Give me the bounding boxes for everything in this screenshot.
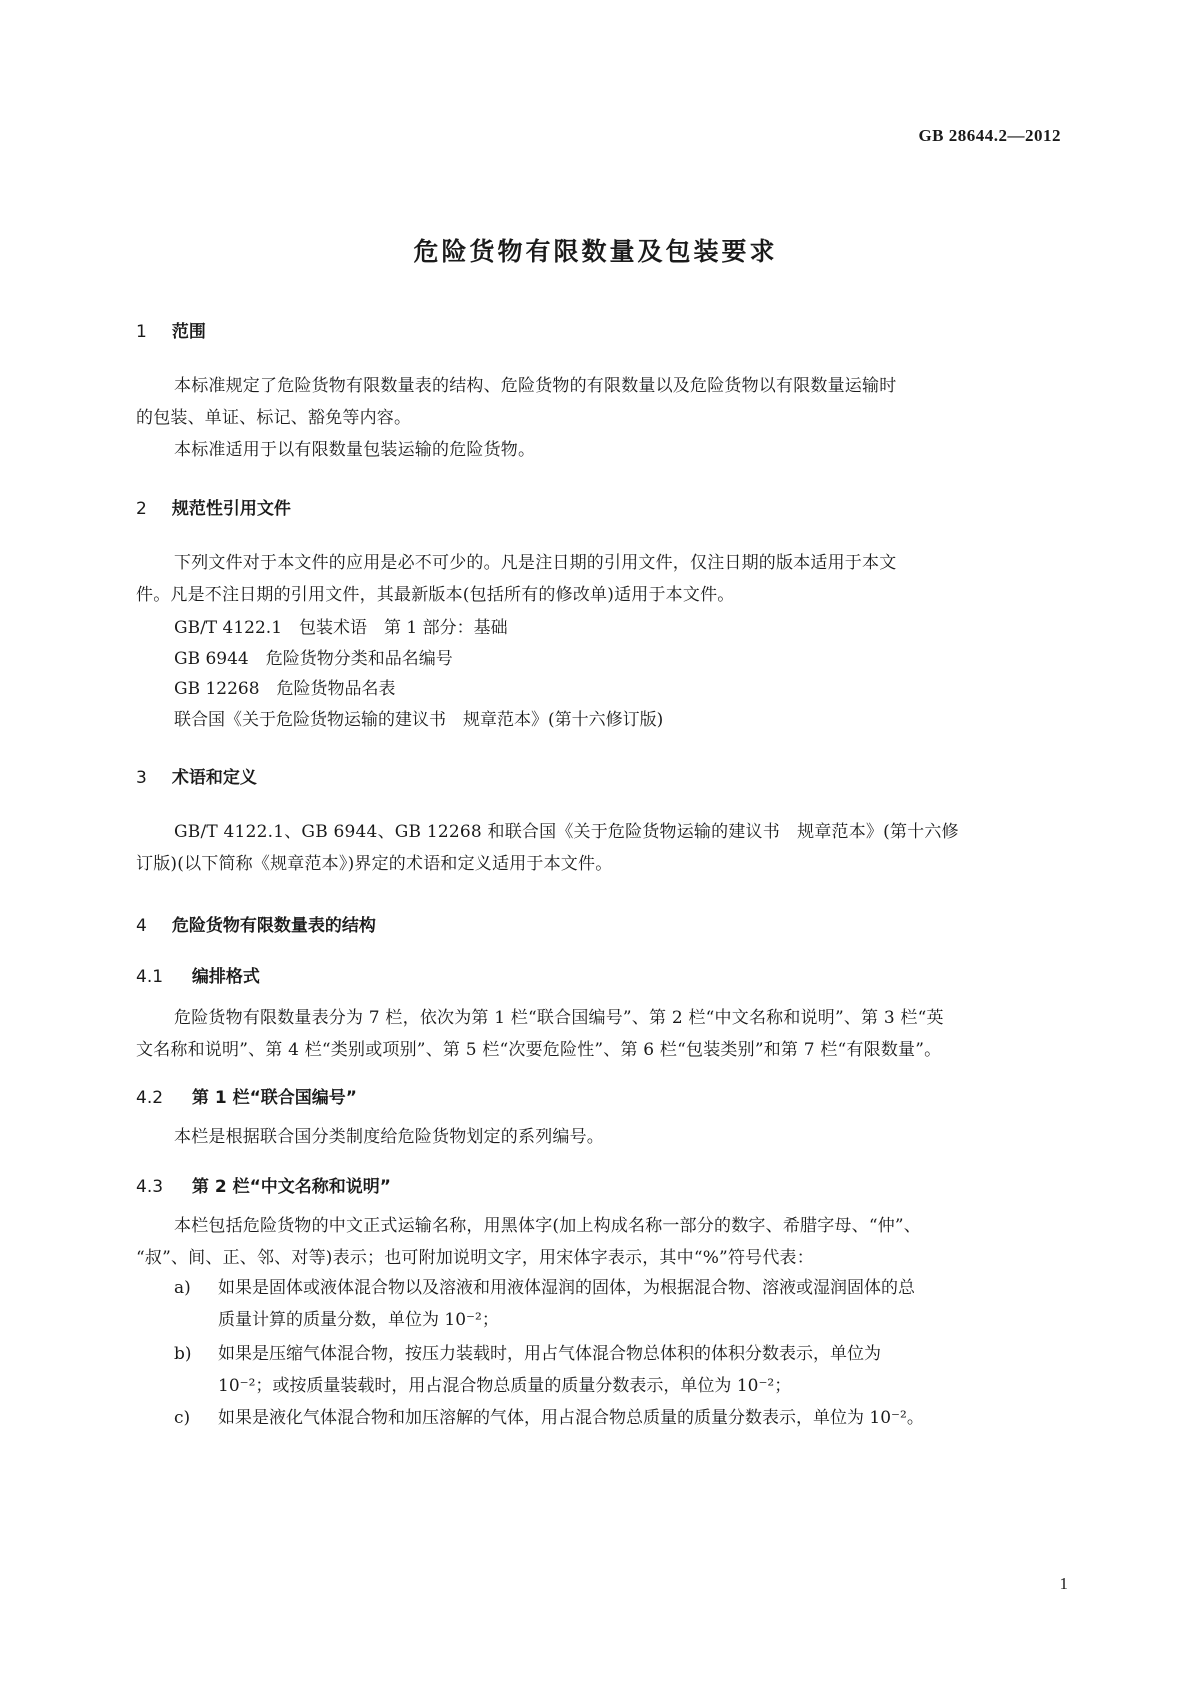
normative-reference: 联合国《关于危险货物运输的建议书 规章范本》(第十六修订版) bbox=[174, 710, 664, 730]
section-1-paragraph bbox=[136, 370, 1056, 466]
list-item-line: 10⁻²；或按质量装载时，用占混合物总质量的质量分数表示，单位为 10⁻²； bbox=[218, 1376, 792, 1396]
section-2-paragraph bbox=[136, 547, 1056, 611]
list-item-a bbox=[174, 1272, 915, 1336]
list-item-line: 质量计算的质量分数，单位为 10⁻²； bbox=[218, 1310, 499, 1330]
list-marker: b) bbox=[174, 1344, 192, 1364]
subsection-4-3-paragraph bbox=[136, 1210, 1056, 1274]
paragraph-line: 订版)(以下简称《规章范本》)界定的术语和定义适用于本文件。 bbox=[136, 854, 613, 874]
list-item-b bbox=[174, 1338, 881, 1402]
section-title: 范围 bbox=[171, 322, 206, 342]
section-1-heading bbox=[136, 317, 206, 342]
list-item-line: 如果是压缩气体混合物，按压力装载时，用占气体混合物总体积的体积分数表示，单位为 bbox=[218, 1344, 881, 1364]
section-3-heading bbox=[136, 763, 257, 788]
subsection-number: 4.3 bbox=[136, 1177, 164, 1197]
section-2-heading bbox=[136, 494, 291, 519]
paragraph-line: “叔”、间、正、邻、对等)表示；也可附加说明文字，用宋体字表示，其中“%”符号代表： bbox=[136, 1248, 814, 1268]
subsection-number: 4.2 bbox=[136, 1088, 164, 1108]
section-number: 2 bbox=[136, 499, 147, 519]
list-marker: a) bbox=[174, 1278, 191, 1298]
section-title: 规范性引用文件 bbox=[171, 499, 291, 519]
subsection-title: 第 1 栏“联合国编号” bbox=[191, 1088, 357, 1108]
list-marker: c) bbox=[174, 1408, 191, 1428]
paragraph-line: 下列文件对于本文件的应用是必不可少的。凡是注日期的引用文件，仅注日期的版本适用于本文 bbox=[174, 553, 897, 573]
list-item-line: 如果是液化气体混合物和加压溶解的气体，用占混合物总质量的质量分数表示，单位为 10⁻²。 bbox=[218, 1408, 924, 1428]
paragraph-line: 危险货物有限数量表分为 7 栏，依次为第 1 栏“联合国编号”、第 2 栏“中文名称和说明”、第 3 栏“英 bbox=[174, 1008, 944, 1028]
paragraph-line: 本标准适用于以有限数量包装运输的危险货物。 bbox=[174, 440, 536, 460]
paragraph-line: 件。凡是不注日期的引用文件，其最新版本(包括所有的修改单)适用于本文件。 bbox=[136, 585, 735, 605]
subsection-4-3-heading bbox=[136, 1172, 391, 1197]
subsection-title: 编排格式 bbox=[191, 967, 260, 987]
paragraph-line: 本栏包括危险货物的中文正式运输名称，用黑体字(加上构成名称一部分的数字、希腊字母、“仲”、 bbox=[174, 1216, 922, 1236]
subsection-4-1-paragraph bbox=[136, 1002, 1056, 1066]
subsection-4-2-paragraph bbox=[136, 1121, 1056, 1153]
normative-reference: GB/T 4122.1 包装术语 第 1 部分：基础 bbox=[174, 618, 508, 638]
section-number: 3 bbox=[136, 768, 147, 788]
normative-reference: GB 12268 危险货物品名表 bbox=[174, 679, 396, 699]
normative-reference: GB 6944 危险货物分类和品名编号 bbox=[174, 649, 453, 669]
section-title: 术语和定义 bbox=[171, 768, 257, 788]
paragraph-line: GB/T 4122.1、GB 6944、GB 12268 和联合国《关于危险货物运输的建议书 规章范本》(第十六修 bbox=[174, 822, 959, 842]
section-number: 1 bbox=[136, 322, 147, 342]
paragraph-line: 文名称和说明”、第 4 栏“类别或项别”、第 5 栏“次要危险性”、第 6 栏“包装类别”和第 7 栏“有限数量”。 bbox=[136, 1040, 942, 1060]
subsection-4-2-heading bbox=[136, 1083, 357, 1108]
list-item-c bbox=[174, 1402, 924, 1434]
section-number: 4 bbox=[136, 916, 147, 936]
subsection-4-1-heading bbox=[136, 962, 260, 987]
document-title: 危险货物有限数量及包装要求 bbox=[413, 237, 778, 266]
standard-code: GB 28644.2—2012 bbox=[918, 126, 1061, 145]
paragraph-line: 本栏是根据联合国分类制度给危险货物划定的系列编号。 bbox=[174, 1127, 604, 1147]
section-4-heading bbox=[136, 911, 376, 936]
section-3-paragraph bbox=[136, 816, 1056, 880]
subsection-number: 4.1 bbox=[136, 967, 164, 987]
section-title: 危险货物有限数量表的结构 bbox=[171, 916, 376, 936]
paragraph-line: 的包装、单证、标记、豁免等内容。 bbox=[136, 408, 412, 428]
subsection-title: 第 2 栏“中文名称和说明” bbox=[191, 1177, 391, 1197]
paragraph-line: 本标准规定了危险货物有限数量表的结构、危险货物的有限数量以及危险货物以有限数量运输时 bbox=[174, 376, 897, 396]
page-number: 1 bbox=[1059, 1574, 1068, 1593]
list-item-line: 如果是固体或液体混合物以及溶液和用液体湿润的固体，为根据混合物、溶液或湿润固体的总 bbox=[218, 1278, 915, 1298]
